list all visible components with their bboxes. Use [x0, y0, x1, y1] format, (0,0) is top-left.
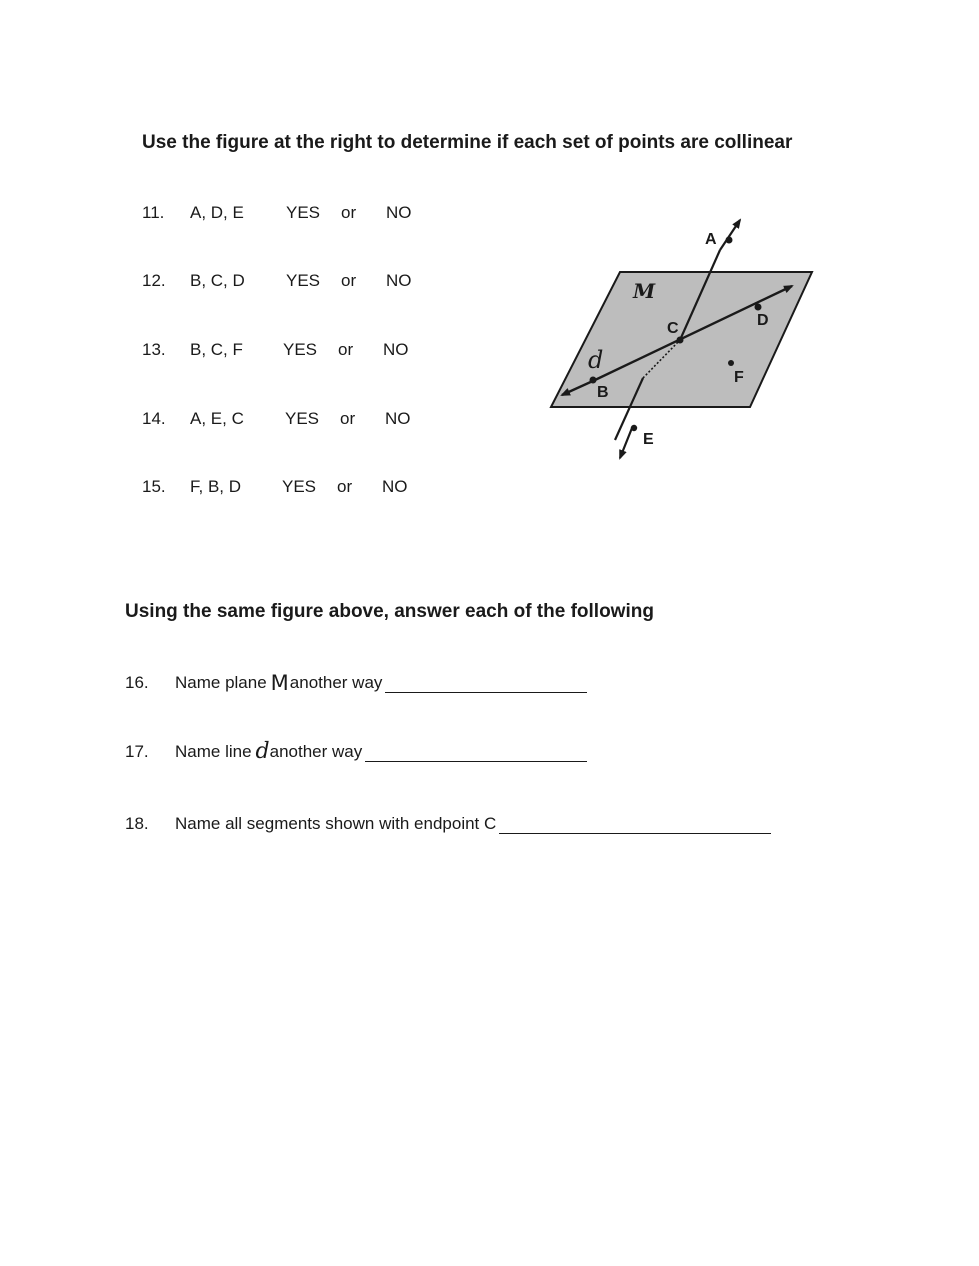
point-a-label: A [705, 231, 717, 248]
point-b-dot [590, 377, 597, 384]
point-c-dot [677, 337, 684, 344]
no-option[interactable]: NO [385, 409, 411, 428]
point-b-label: B [597, 384, 609, 401]
question-text-after: another way [289, 673, 383, 692]
point-set: A, E, C [190, 409, 244, 428]
or-text: or [337, 477, 353, 496]
no-option[interactable]: NO [386, 203, 412, 222]
answer-blank[interactable] [365, 743, 587, 762]
point-set: B, C, D [190, 271, 245, 290]
question-number: 14. [142, 409, 166, 428]
no-option[interactable]: NO [382, 477, 408, 496]
point-f-label: F [734, 369, 744, 386]
answer-blank[interactable] [385, 674, 587, 693]
point-f-dot [728, 360, 734, 366]
no-option[interactable]: NO [383, 340, 409, 359]
answer-blank[interactable] [499, 815, 771, 834]
point-set: B, C, F [190, 340, 243, 359]
question-number: 16. [125, 673, 149, 692]
plane-line-figure [540, 210, 830, 470]
point-e-dot [631, 425, 637, 431]
line-symbol: d [255, 739, 270, 764]
no-option[interactable]: NO [386, 271, 412, 290]
question-number: 13. [142, 340, 166, 359]
or-text: or [341, 271, 357, 290]
point-e-label: E [643, 431, 654, 448]
section1-heading: Use the figure at the right to determine if each set of points are collinear [142, 132, 793, 153]
question-number: 11. [142, 203, 165, 222]
point-d-dot [755, 304, 762, 311]
yes-option[interactable]: YES [286, 271, 321, 290]
question-number: 12. [142, 271, 166, 290]
question-text: Name plane [175, 673, 267, 692]
question-number: 15. [142, 477, 166, 496]
question-number: 17. [125, 742, 149, 761]
point-set: A, D, E [190, 203, 244, 222]
yes-option[interactable]: YES [283, 340, 318, 359]
question-text: Name all segments shown with endpoint C [175, 814, 497, 833]
yes-option[interactable]: YES [286, 203, 321, 222]
plane-m-label: M [633, 279, 656, 303]
point-set: F, B, D [190, 477, 242, 496]
point-c-label: C [667, 320, 679, 337]
or-text: or [341, 203, 357, 222]
yes-option[interactable]: YES [285, 409, 320, 428]
or-text: or [338, 340, 354, 359]
line-d-label: d [588, 346, 604, 374]
line-ae-top-arrow [720, 220, 740, 250]
yes-option[interactable]: YES [282, 477, 317, 496]
point-a-dot [726, 237, 733, 244]
question-text: Name line [175, 742, 252, 761]
or-text: or [340, 409, 356, 428]
question-text-after: another way [269, 742, 363, 761]
line-ae-bottom-arrow [620, 428, 632, 458]
question-number: 18. [125, 814, 149, 833]
point-d-label: D [757, 312, 769, 329]
section2-heading: Using the same figure above, answer each of the following [125, 601, 654, 622]
plane-symbol: M [270, 671, 289, 695]
